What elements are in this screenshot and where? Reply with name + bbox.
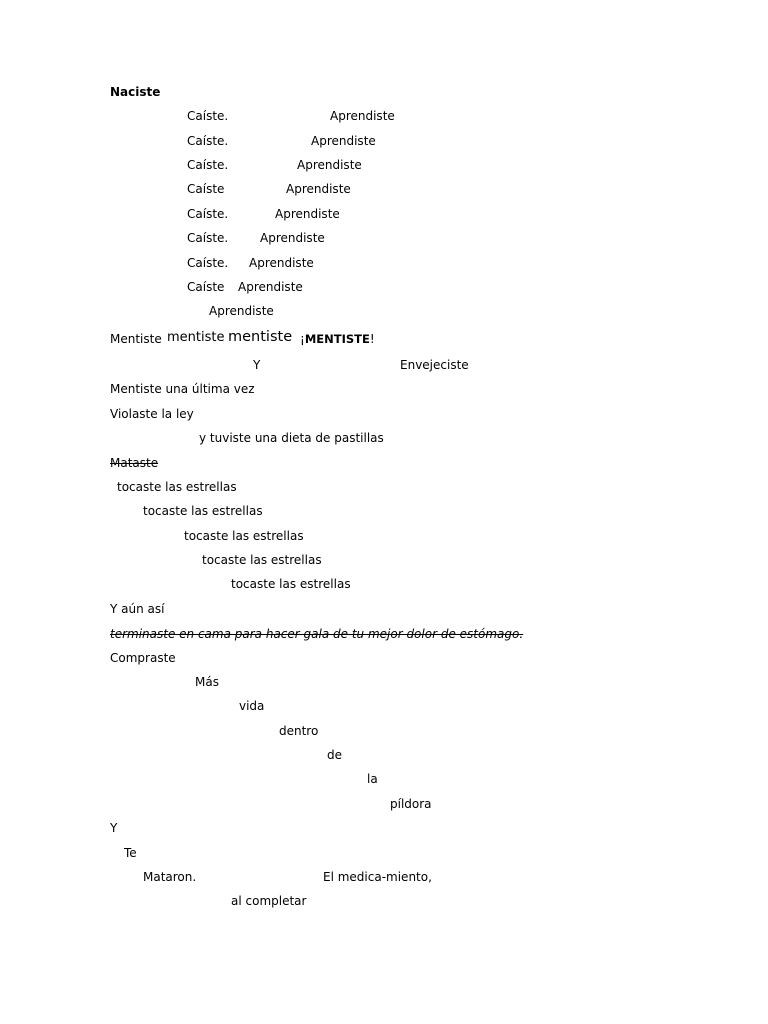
cascade-word: vida [239, 699, 265, 713]
cascade-word: píldora [390, 797, 432, 811]
aprendiste-line: Aprendiste [249, 256, 314, 270]
te-word: Te [124, 846, 137, 860]
envejeciste: Envejeciste [400, 358, 469, 372]
caiste-line: Caíste. [187, 207, 229, 221]
aprendiste-line: Aprendiste [238, 280, 303, 294]
mataste-line: Mataste [110, 456, 159, 470]
aprendiste-line: Aprendiste [297, 158, 362, 172]
y-word: Y [253, 358, 261, 372]
al-completar: al completar [231, 894, 307, 908]
aprendiste-line: Aprendiste [260, 231, 325, 245]
mentiste-4: MENTISTE [304, 332, 370, 346]
caiste-line: Caíste [187, 280, 225, 294]
cascade-word: dentro [279, 724, 319, 738]
estrellas-line: tocaste las estrellas [231, 577, 351, 591]
caiste-line: Caíste. [187, 158, 229, 172]
cascade-word: Más [195, 675, 219, 689]
exclamation-open: ¡ [300, 332, 305, 346]
aprendiste-line: Aprendiste [286, 182, 351, 196]
violaste-line: Violaste la ley [110, 407, 194, 421]
mentiste-ultima-line: Mentiste una última vez [110, 382, 255, 396]
mentiste-3: mentiste [228, 329, 293, 345]
mentiste-1: Mentiste [110, 332, 162, 346]
estrellas-line: tocaste las estrellas [184, 529, 304, 543]
medica-miento: El medica-miento, [323, 870, 432, 884]
estrellas-line: tocaste las estrellas [202, 553, 322, 567]
y-aun-asi-line: Y aún así [110, 602, 165, 616]
caiste-line: Caíste. [187, 134, 229, 148]
mentiste-4-line [300, 332, 375, 346]
aprendiste-line: Aprendiste [330, 109, 395, 123]
caiste-line: Caíste. [187, 109, 229, 123]
caiste-line: Caíste [187, 182, 225, 196]
estrellas-line: tocaste las estrellas [117, 480, 237, 494]
exclamation-close: ! [369, 332, 375, 346]
poem-title: Naciste [110, 85, 161, 99]
dieta-line: y tuviste una dieta de pastillas [199, 431, 384, 445]
compraste-line: Compraste [110, 651, 176, 665]
aprendiste-line: Aprendiste [209, 304, 274, 318]
cascade-word: de [327, 748, 342, 762]
terminaste-line: terminaste en cama para hacer gala de tu mejor dolor de estómago. [110, 627, 524, 641]
caiste-line: Caíste. [187, 256, 229, 270]
caiste-line: Caíste. [187, 231, 229, 245]
mentiste-2: mentiste [167, 330, 225, 345]
estrellas-line: tocaste las estrellas [143, 504, 263, 518]
aprendiste-line: Aprendiste [311, 134, 376, 148]
final-y: Y [110, 821, 118, 835]
mataron-word: Mataron. [143, 870, 197, 884]
cascade-word: la [367, 772, 378, 786]
aprendiste-line: Aprendiste [275, 207, 340, 221]
